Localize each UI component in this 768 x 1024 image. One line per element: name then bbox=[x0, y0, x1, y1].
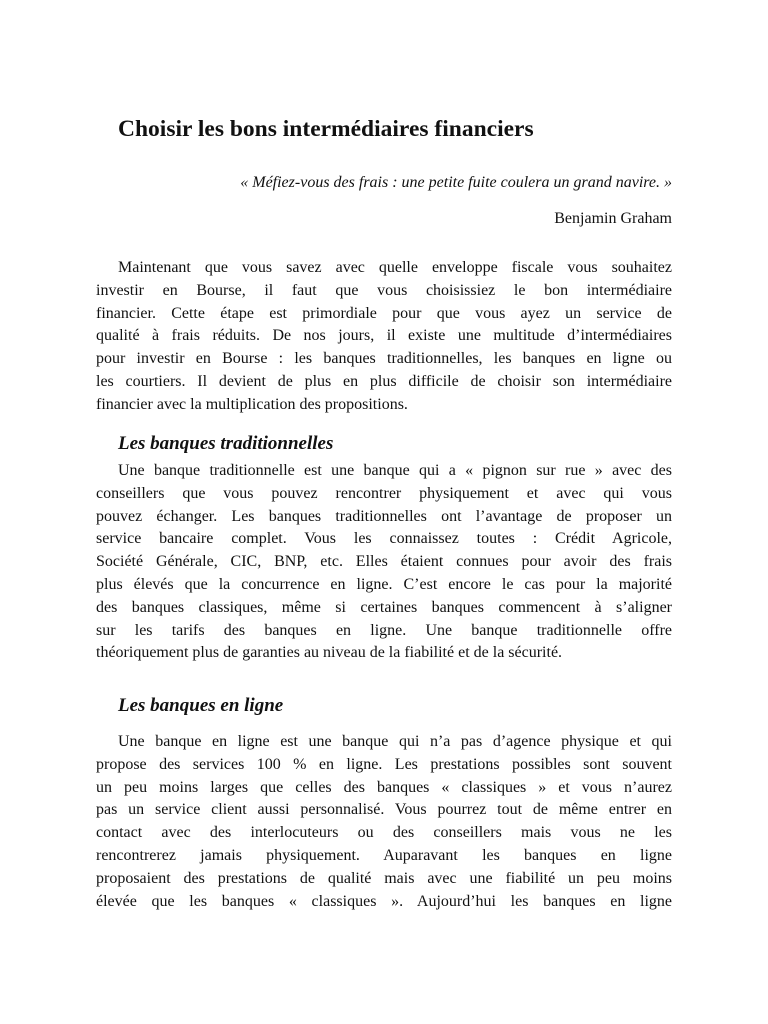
text-line: un peu moins larges que celles des banques « classiques » et vous n’aurez bbox=[96, 778, 672, 796]
text-line: contact avec des interlocuteurs ou des conseillers mais vous ne les bbox=[96, 824, 672, 842]
section-heading-banques-traditionnelles: Les banques traditionnelles bbox=[118, 433, 334, 454]
text-line: Une banque en ligne est une banque qui n’a pas d’agence physique et qui bbox=[118, 733, 672, 750]
text-line: propose des services 100 % en ligne. Les prestations possibles sont souvent bbox=[96, 755, 672, 773]
epigraph-author: Benjamin Graham bbox=[554, 210, 672, 227]
intro-paragraph bbox=[96, 257, 672, 417]
text-line: les courtiers. Il devient de plus en plus difficile de choisir son intermédiaire bbox=[96, 372, 672, 390]
text-line: service bancaire complet. Vous les connaissez toutes : Crédit Agricole, bbox=[96, 530, 672, 548]
text-line: qualité à frais réduits. De nos jours, il existe une multitude d’intermédiaires bbox=[96, 327, 672, 345]
text-line: financier avec la multiplication des propositions. bbox=[96, 395, 408, 413]
text-line: élevée que les banques « classiques ». Aujourd’hui les banques en ligne bbox=[96, 892, 672, 910]
section-heading-banques-en-ligne: Les banques en ligne bbox=[118, 695, 284, 716]
page-title: Choisir les bons intermédiaires financiers bbox=[118, 116, 534, 142]
text-line: proposaient des prestations de qualité mais avec une fiabilité un peu moins bbox=[96, 869, 672, 887]
text-line: Maintenant que vous savez avec quelle enveloppe fiscale vous souhaitez bbox=[118, 259, 672, 276]
text-line: pas un service client aussi personnalisé. Vous pourrez tout de même entrer en bbox=[96, 801, 672, 819]
text-line: Une banque traditionnelle est une banque qui a « pignon sur rue » avec des bbox=[118, 462, 672, 479]
text-line: financier. Cette étape est primordiale pour que vous ayez un service de bbox=[96, 304, 672, 322]
text-line: sur les tarifs des banques en ligne. Une banque traditionnelle offre bbox=[96, 621, 672, 639]
text-line: des banques classiques, même si certaines banques commencent à s’aligner bbox=[96, 598, 672, 616]
epigraph-quote: « Méfiez-vous des frais : une petite fuite coulera un grand navire. » bbox=[240, 174, 672, 191]
text-line: pouvez échanger. Les banques traditionnelles ont l’avantage de proposer un bbox=[96, 507, 672, 525]
paragraph-banques-en-ligne bbox=[96, 731, 672, 913]
text-line: rencontrerez jamais physiquement. Auparavant les banques en ligne bbox=[96, 846, 672, 864]
text-line: pour investir en Bourse : les banques traditionnelles, les banques en ligne ou bbox=[96, 350, 672, 368]
text-line: Société Générale, CIC, BNP, etc. Elles étaient connues pour avoir des frais bbox=[96, 553, 672, 571]
text-line: théoriquement plus de garanties au niveau de la fiabilité et de la sécurité. bbox=[96, 644, 563, 662]
text-line: conseillers que vous pouvez rencontrer physiquement et avec qui vous bbox=[96, 484, 672, 502]
text-line: plus élevés que la concurrence en ligne. C’est encore le cas pour la majorité bbox=[96, 575, 672, 593]
text-line: investir en Bourse, il faut que vous choisissiez le bon intermédiaire bbox=[96, 281, 672, 299]
paragraph-banques-traditionnelles bbox=[96, 460, 672, 665]
